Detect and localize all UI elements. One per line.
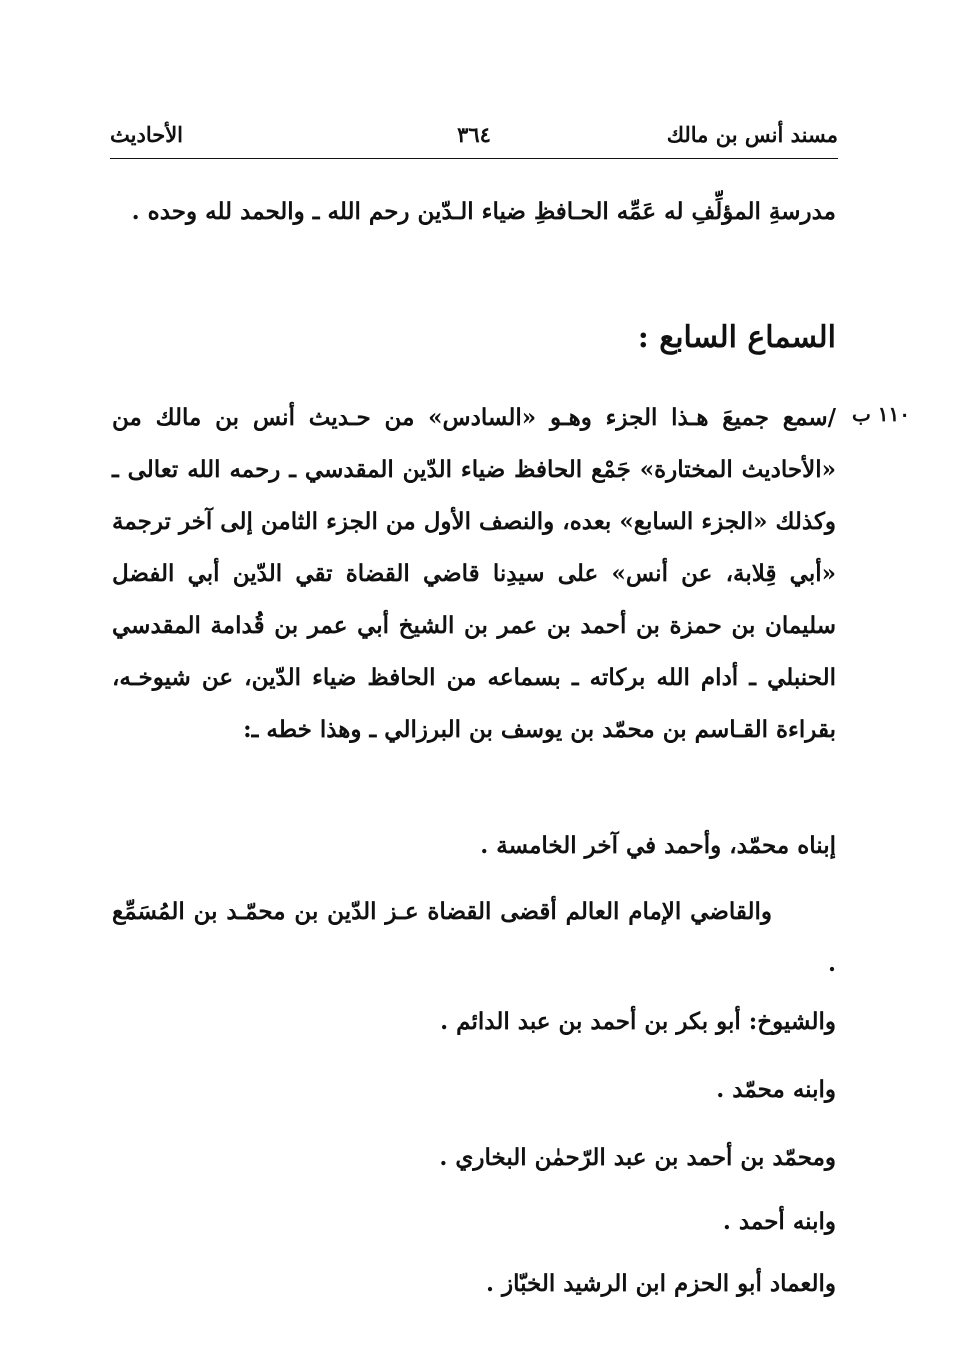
running-header: [110, 120, 838, 154]
paragraph-continuation: مدرسةِ المؤلِّفِ له عَمِّه الحـافظِ ضياء الـدّين رحم الله ـ والحمد لله وحده .: [131, 198, 836, 225]
list-item: والعماد أبو الحزم ابن الرشيد الخبّاز .: [485, 1270, 836, 1297]
list-item: والشيوخ: أبو بكر بن أحمد بن عبد الدائم .: [440, 1008, 836, 1035]
header-divider: [110, 158, 838, 159]
list-item: ومحمّد بن أحمد بن عبد الرّحمٰن البخاري .: [439, 1144, 836, 1171]
page-number: ٣٦٤: [457, 122, 491, 147]
list-item: إبناه محمّد، وأحمد في آخر الخامسة .: [480, 832, 836, 859]
list-item: وابنه أحمد .: [722, 1208, 836, 1235]
manuscript-folio-note: ١١٠ ب: [852, 402, 911, 426]
book-title: مسند أنس بن مالك: [666, 122, 838, 147]
section-title: الأحاديث: [110, 122, 184, 147]
list-item: وابنه محمّد .: [716, 1076, 836, 1103]
list-item: والقاضي الإمام العالم أقضى القضاة عـز الدّين بن محمّـد بن المُسَمِّع .: [112, 898, 836, 977]
paragraph-main: /سمع جميعَ هـذا الجزء وهـو «السادس» من حـديث أنس بن مالك من «الأحاديث المختارة» جَمْع الحافظ ضياء الدّين المقدسي ـ رحمه الله تعالى ـ وكذلك «الجزء السابع» بعده، والنصف الأول من الجزء الثامن إلى آخر ترجمة «أبي قِلابة، عن أنس» على سيدِنا قاضي القضاة تقي الدّين أبي الفضل سليمان بن حمزة بن أحمد بن عمر بن الشيخ أبي عمر بن قُدامة المقدسي الحنبلي ـ أدام الله بركاته ـ بسماعه من الحافظ ضياء الدّين، عن شيوخـه، بقراءة القـاسم بن محمّد بن يوسف بن البرزالي ـ وهذا خطه ـ:: [112, 404, 836, 743]
section-heading: السماع السابع :: [637, 320, 836, 355]
